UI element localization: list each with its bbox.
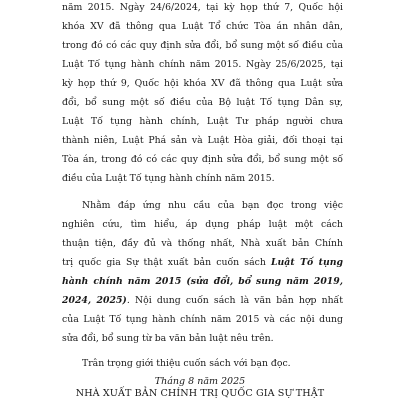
p1-line-3: trong đó có các quy định sửa đổi, bổ sung một số điều của: [62, 40, 343, 51]
p1-line-1: năm 2015. Ngày 24/6/2024, tại kỳ họp thứ 7, Quốc hội: [62, 2, 343, 13]
p1-line-10: điều của Luật Tố tụng hành chính năm 2015.: [62, 173, 275, 184]
p1-line-2: khóa XV đã thông qua Luật Tổ chức Tòa án nhân dân,: [62, 21, 343, 32]
p2-line-6: [62, 295, 343, 307]
p2-line-8: sửa đổi, bổ sung từ ba văn bản luật nêu trên.: [62, 333, 274, 344]
p1-line-5: kỳ họp thứ 9, Quốc hội khóa XV đã thông qua Luật sửa: [62, 78, 343, 89]
p1-line-6: đổi, bổ sung một số điều của Bộ luật Tố tụng Dân sự,: [62, 97, 343, 108]
p2-line-1: Nhằm đáp ứng nhu cầu của bạn đọc trong việc: [82, 200, 343, 211]
closing-line: Trân trọng giới thiệu cuốn sách với bạn đọc.: [82, 358, 291, 369]
p1-line-4: Luật Tố tụng hành chính năm 2015. Ngày 25/6/2025, tại: [62, 59, 343, 70]
p2-line-2: nghiên cứu, tìm hiểu, áp dụng pháp luật một cách: [62, 219, 343, 230]
book-title-part-2: hành chính năm 2015 (sửa đổi, bổ sung năm 2019,: [62, 276, 343, 287]
p2-line-7: của Luật Tố tụng hành chính năm 2015 và các nội dung: [62, 314, 343, 325]
p2-line-6-plain: . Nội dung cuốn sách là văn bản hợp nhất: [126, 295, 343, 306]
p1-line-7: Luật Tố tụng hành chính, Luật Tư pháp người chưa: [62, 116, 343, 127]
p1-line-8: thành niên, Luật Phá sản và Luật Hòa giải, đối thoại tại: [62, 135, 343, 146]
p1-line-9: Tòa án, trong đó có các quy định sửa đổi, bổ sung một số: [62, 154, 343, 165]
book-title-part-1: Luật Tố tụng: [271, 257, 343, 268]
p2-line-4-plain: trị quốc gia Sự thật xuất bản cuốn sách: [62, 257, 272, 268]
p2-line-3: thuận tiện, đầy đủ và thống nhất, Nhà xuất bản Chính: [62, 238, 343, 249]
book-title-part-3: 2024, 2025): [62, 295, 127, 306]
publication-date: Tháng 8 năm 2025: [154, 376, 246, 387]
p2-line-4: [62, 257, 343, 269]
publisher-name: NHÀ XUẤT BẢN CHÍNH TRỊ QUỐC GIA SỰ THẬT: [75, 388, 325, 399]
